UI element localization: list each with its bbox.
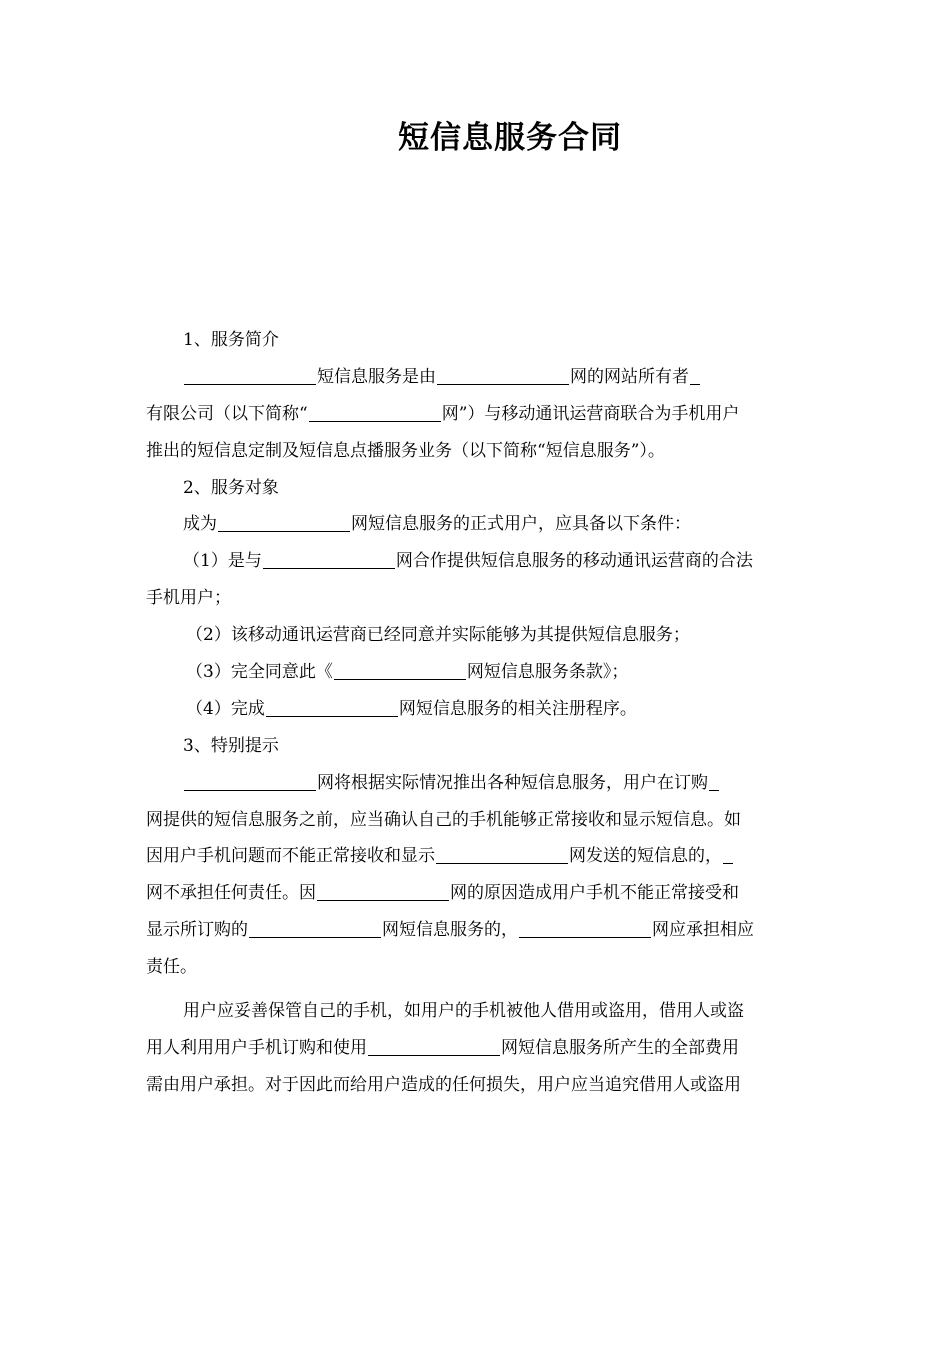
blank-field xyxy=(263,567,395,569)
blank-field xyxy=(436,862,568,864)
paragraph-line: 网不承担任何责任。因 网的原因造成用户手机不能正常接受和 xyxy=(146,883,739,904)
blank-field xyxy=(249,936,381,938)
paragraph-line: 网提供的短信息服务之前，应当确认自己的手机能够正常接收和显示短信息。如 xyxy=(146,809,741,830)
document-title: 短信息服务合同 xyxy=(398,120,622,156)
document-body xyxy=(146,322,810,1104)
paragraph-line: 短信息服务是由 网的网站所有者 xyxy=(146,359,810,396)
condition-item-2: （2）该移动通讯运营商已经同意并实际能够为其提供短信息服务； xyxy=(186,625,690,646)
paragraph-line: 推出的短信息定制及短信息点播服务业务（以下简称“短信息服务”）。 xyxy=(146,440,665,461)
section-heading-2: 2、服务对象 xyxy=(183,477,279,498)
blank-field xyxy=(709,789,719,791)
section-heading-3: 3、特别提示 xyxy=(183,735,279,756)
paragraph-line: 显示所订购的 网短信息服务的， 网应承担相应 xyxy=(146,920,754,941)
paragraph-gap xyxy=(146,986,810,993)
paragraph-line: 需由用户承担。对于因此而给用户造成的任何损失，用户应当追究借用人或盗用 xyxy=(146,1074,741,1095)
blank-field xyxy=(437,383,569,385)
blank-field xyxy=(723,862,733,864)
blank-field xyxy=(309,420,441,422)
blank-field xyxy=(266,715,398,717)
paragraph-line: 用户应妥善保管自己的手机，如用户的手机被他人借用或盗用，借用人或盗 xyxy=(183,1001,744,1022)
blank-field xyxy=(184,383,316,385)
paragraph-line: 成为 网短信息服务的正式用户，应具备以下条件： xyxy=(183,514,691,535)
blank-field xyxy=(519,936,651,938)
condition-item-3: （3）完全同意此《 网短信息服务条款》； xyxy=(186,662,629,683)
section-heading-1: 1、服务简介 xyxy=(183,330,279,350)
paragraph-line: 手机用户； xyxy=(146,588,231,609)
paragraph-line: 责任。 xyxy=(146,957,197,978)
paragraph-line: 有限公司（以下简称“ 网”）与移动通讯运营商联合为手机用户 xyxy=(146,403,740,424)
blank-field xyxy=(184,789,316,791)
blank-field xyxy=(690,383,700,385)
condition-item-4: （4）完成 网短信息服务的相关注册程序。 xyxy=(186,698,637,719)
condition-item-1: （1）是与 网合作提供短信息服务的移动通讯运营商的合法 xyxy=(183,551,753,572)
paragraph-line: 网将根据实际情况推出各种短信息服务，用户在订购 xyxy=(146,765,810,802)
blank-field xyxy=(334,678,466,680)
blank-field xyxy=(218,530,350,532)
paragraph-line: 用人利用用户手机订购和使用 网短信息服务所产生的全部费用 xyxy=(146,1037,739,1058)
blank-field xyxy=(317,899,449,901)
blank-field xyxy=(368,1054,500,1056)
paragraph-line: 因用户手机问题而不能正常接收和显示 网发送的短信息的， xyxy=(146,838,810,875)
